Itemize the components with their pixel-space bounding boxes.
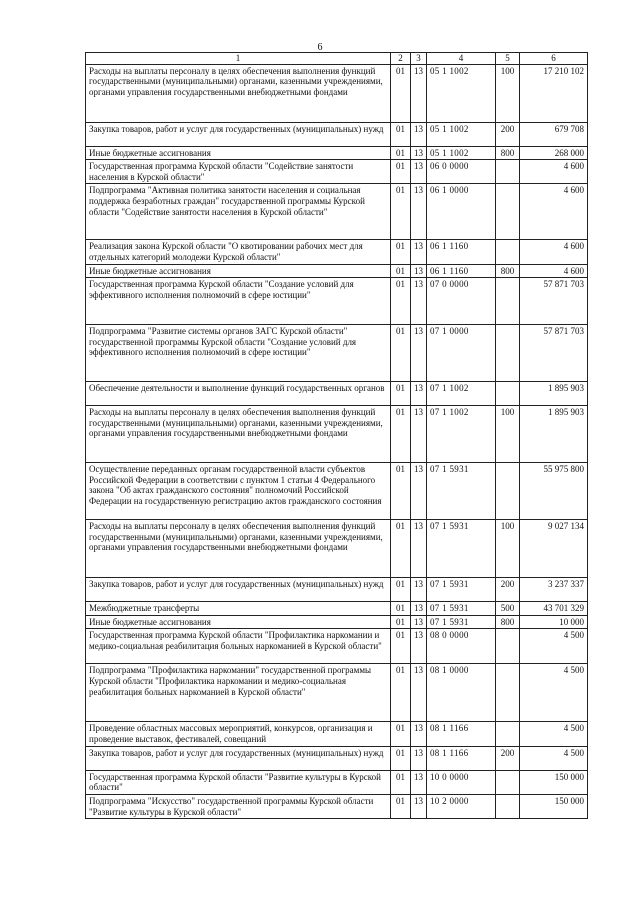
table-row: [86, 160, 588, 184]
row-expense-type: [496, 722, 520, 746]
row-amount: 1 895 903: [520, 382, 588, 406]
table-row: [86, 325, 588, 382]
row-amount: 1 895 903: [520, 406, 588, 463]
budget-table: [85, 52, 588, 819]
row-name: Расходы на выплаты персоналу в целях обеспечения выполнения функций государственными (муниципальными) органами, казенными учреждениями, органами управления государственными внебюджетными фондами: [86, 406, 391, 463]
row-name: Государственная программа Курской области "Профилактика наркомании и медико-социальная реабилитация больных наркоманией в Курской области": [86, 629, 391, 664]
row-target-code: 06 0 0000: [427, 160, 496, 184]
row-expense-type: 200: [496, 746, 520, 770]
row-section-code: 01: [391, 578, 411, 602]
row-expense-type: [496, 770, 520, 794]
row-target-code: 07 1 5931: [427, 520, 496, 578]
row-name: Осуществление переданных органам государственной власти субъектов Российской Федерации в соответствии с пунктом 1 статьи 4 Федерального закона "Об актах гражданского состояния" полномочий Российской Федерации на государственную регистрацию актов гражданского состояния: [86, 463, 391, 520]
row-subsection-code: 13: [411, 794, 427, 818]
row-amount: 4 600: [520, 184, 588, 240]
row-name: Расходы на выплаты персоналу в целях обеспечения выполнения функций государственными (муниципальными) органами, казенными учреждениями, органами управления государственными внебюджетными фондами: [86, 64, 391, 122]
row-expense-type: [496, 160, 520, 184]
row-expense-type: [496, 463, 520, 520]
row-section-code: 01: [391, 184, 411, 240]
row-target-code: 07 1 0000: [427, 325, 496, 382]
row-target-code: 06 1 1160: [427, 240, 496, 264]
table-row: [86, 746, 588, 770]
row-target-code: 07 1 1002: [427, 406, 496, 463]
row-section-code: 01: [391, 406, 411, 463]
row-section-code: 01: [391, 325, 411, 382]
row-amount: 679 708: [520, 122, 588, 146]
column-header: 2: [391, 53, 411, 65]
row-expense-type: 800: [496, 264, 520, 278]
row-subsection-code: 13: [411, 64, 427, 122]
row-amount: 150 000: [520, 794, 588, 818]
row-target-code: 07 0 0000: [427, 278, 496, 325]
row-amount: 268 000: [520, 146, 588, 160]
row-amount: 3 237 337: [520, 578, 588, 602]
row-amount: 4 500: [520, 629, 588, 664]
row-amount: 4 600: [520, 160, 588, 184]
row-section-code: 01: [391, 746, 411, 770]
row-subsection-code: 13: [411, 629, 427, 664]
row-target-code: 05 1 1002: [427, 146, 496, 160]
row-subsection-code: 13: [411, 278, 427, 325]
row-name: Подпрограмма "Активная политика занятости населения и социальная поддержка безработных граждан" государственной программы Курской области "Содействие занятости населения в Курской области": [86, 184, 391, 240]
row-section-code: 01: [391, 463, 411, 520]
table-row: [86, 664, 588, 722]
row-amount: 57 871 703: [520, 325, 588, 382]
row-section-code: 01: [391, 615, 411, 629]
row-section-code: 01: [391, 794, 411, 818]
row-subsection-code: 13: [411, 578, 427, 602]
row-section-code: 01: [391, 264, 411, 278]
row-subsection-code: 13: [411, 463, 427, 520]
table-row: [86, 264, 588, 278]
row-subsection-code: 13: [411, 325, 427, 382]
row-target-code: 06 1 1160: [427, 264, 496, 278]
row-target-code: 07 1 5931: [427, 615, 496, 629]
row-expense-type: [496, 184, 520, 240]
row-name: Расходы на выплаты персоналу в целях обеспечения выполнения функций государственными (муниципальными) органами, казенными учреждениями, органами управления государственными внебюджетными фондами: [86, 520, 391, 578]
row-expense-type: 200: [496, 578, 520, 602]
row-target-code: 07 1 5931: [427, 463, 496, 520]
row-expense-type: [496, 240, 520, 264]
row-name: Государственная программа Курской области "Развитие культуры в Курской области": [86, 770, 391, 794]
row-expense-type: [496, 794, 520, 818]
table-row: [86, 382, 588, 406]
row-target-code: 08 1 1166: [427, 746, 496, 770]
row-subsection-code: 13: [411, 146, 427, 160]
table-row: [86, 184, 588, 240]
row-subsection-code: 13: [411, 240, 427, 264]
row-amount: 4 500: [520, 722, 588, 746]
column-header: 6: [520, 53, 588, 65]
row-name: Иные бюджетные ассигнования: [86, 615, 391, 629]
row-name: Иные бюджетные ассигнования: [86, 146, 391, 160]
row-section-code: 01: [391, 520, 411, 578]
row-amount: 43 701 329: [520, 602, 588, 616]
column-header: 5: [496, 53, 520, 65]
row-amount: 10 000: [520, 615, 588, 629]
table-body: [86, 64, 588, 819]
row-target-code: 07 1 1002: [427, 382, 496, 406]
table-row: [86, 722, 588, 746]
row-section-code: 01: [391, 664, 411, 722]
row-section-code: 01: [391, 722, 411, 746]
row-amount: 9 027 134: [520, 520, 588, 578]
table-row: [86, 64, 588, 122]
row-subsection-code: 13: [411, 406, 427, 463]
row-section-code: 01: [391, 64, 411, 122]
table-row: [86, 794, 588, 818]
row-amount: 4 500: [520, 746, 588, 770]
row-name: Государственная программа Курской области "Содействие занятости населения в Курской области": [86, 160, 391, 184]
row-subsection-code: 13: [411, 184, 427, 240]
row-expense-type: 100: [496, 520, 520, 578]
row-amount: 17 210 102: [520, 64, 588, 122]
row-expense-type: [496, 382, 520, 406]
row-target-code: 06 1 0000: [427, 184, 496, 240]
row-expense-type: 100: [496, 406, 520, 463]
row-name: Подпрограмма "Искусство" государственной программы Курской области "Развитие культуры в Курской области": [86, 794, 391, 818]
row-name: Межбюджетные трансферты: [86, 602, 391, 616]
row-subsection-code: 13: [411, 520, 427, 578]
row-section-code: 01: [391, 160, 411, 184]
row-expense-type: [496, 664, 520, 722]
row-section-code: 01: [391, 382, 411, 406]
row-subsection-code: 13: [411, 160, 427, 184]
row-name: Закупка товаров, работ и услуг для государственных (муниципальных) нужд: [86, 122, 391, 146]
row-name: Государственная программа Курской области "Создание условий для эффективного исполнения полномочий в сфере юстиции": [86, 278, 391, 325]
row-subsection-code: 13: [411, 615, 427, 629]
row-subsection-code: 13: [411, 122, 427, 146]
table-row: [86, 463, 588, 520]
column-header: 1: [86, 53, 391, 65]
row-section-code: 01: [391, 122, 411, 146]
row-target-code: 10 2 0000: [427, 794, 496, 818]
row-expense-type: 100: [496, 64, 520, 122]
row-expense-type: 800: [496, 146, 520, 160]
table-row: [86, 146, 588, 160]
table-row: [86, 520, 588, 578]
table-row: [86, 122, 588, 146]
row-expense-type: [496, 629, 520, 664]
row-section-code: 01: [391, 240, 411, 264]
row-target-code: 07 1 5931: [427, 578, 496, 602]
row-subsection-code: 13: [411, 382, 427, 406]
row-section-code: 01: [391, 146, 411, 160]
row-section-code: 01: [391, 770, 411, 794]
row-target-code: 08 0 0000: [427, 629, 496, 664]
table-row: [86, 629, 588, 664]
row-target-code: 05 1 1002: [427, 122, 496, 146]
row-amount: 55 975 800: [520, 463, 588, 520]
row-target-code: 07 1 5931: [427, 602, 496, 616]
row-subsection-code: 13: [411, 770, 427, 794]
row-amount: 4 600: [520, 240, 588, 264]
table-row: [86, 240, 588, 264]
row-section-code: 01: [391, 602, 411, 616]
table-row: [86, 406, 588, 463]
page-number: 6: [317, 42, 323, 53]
row-name: Проведение областных массовых мероприятий, конкурсов, организация и проведение выставок, фестивалей, совещаний: [86, 722, 391, 746]
row-name: Иные бюджетные ассигнования: [86, 264, 391, 278]
table-row: [86, 770, 588, 794]
table-row: [86, 278, 588, 325]
row-section-code: 01: [391, 629, 411, 664]
row-expense-type: 200: [496, 122, 520, 146]
row-target-code: 08 1 0000: [427, 664, 496, 722]
column-header-row: [86, 53, 588, 65]
row-name: Закупка товаров, работ и услуг для государственных (муниципальных) нужд: [86, 746, 391, 770]
row-expense-type: [496, 278, 520, 325]
row-section-code: 01: [391, 278, 411, 325]
table-row: [86, 578, 588, 602]
row-subsection-code: 13: [411, 746, 427, 770]
row-expense-type: 800: [496, 615, 520, 629]
row-amount: 57 871 703: [520, 278, 588, 325]
row-target-code: 08 1 1166: [427, 722, 496, 746]
row-name: Закупка товаров, работ и услуг для государственных (муниципальных) нужд: [86, 578, 391, 602]
row-target-code: 05 1 1002: [427, 64, 496, 122]
row-subsection-code: 13: [411, 264, 427, 278]
row-amount: 4 500: [520, 664, 588, 722]
row-name: Подпрограмма "Развитие системы органов ЗАГС Курской области" государственной программы Курской области "Создание условий для эффективного исполнения полномочий в сфере юстиции": [86, 325, 391, 382]
row-name: Обеспечение деятельности и выполнение функций государственных органов: [86, 382, 391, 406]
row-amount: 4 600: [520, 264, 588, 278]
row-target-code: 10 0 0000: [427, 770, 496, 794]
row-expense-type: 500: [496, 602, 520, 616]
row-subsection-code: 13: [411, 722, 427, 746]
row-amount: 150 000: [520, 770, 588, 794]
row-subsection-code: 13: [411, 664, 427, 722]
column-header: 3: [411, 53, 427, 65]
table-row: [86, 602, 588, 616]
row-name: Реализация закона Курской области "О квотировании рабочих мест для отдельных категорий молодежи Курской области": [86, 240, 391, 264]
row-expense-type: [496, 325, 520, 382]
row-subsection-code: 13: [411, 602, 427, 616]
table-row: [86, 615, 588, 629]
row-name: Подпрограмма "Профилактика наркомании" государственной программы Курской области "Профилактика наркомании и медико-социальная реабилитация больных наркоманией в Курской области": [86, 664, 391, 722]
column-header: 4: [427, 53, 496, 65]
